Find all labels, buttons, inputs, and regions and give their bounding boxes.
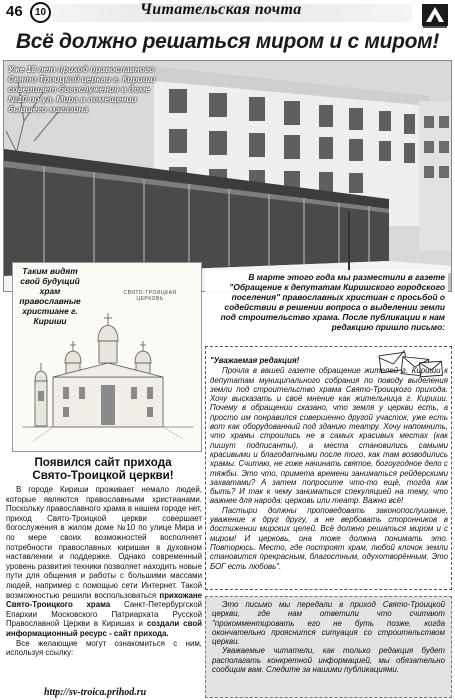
editorial-note [205, 596, 452, 698]
page-number: 46 [6, 3, 23, 20]
intro-text: В марте этого года мы разместили в газете "Обращение к депутатам Киришского городского поселения" православных христиан с просьбой о содействии в решении вопроса о выделении земли под строительство храма. После публикации к нам редакцию пришло письмо: [205, 270, 448, 334]
photo-caption: Уже 18 лет приход православного Свято-Троицкой церкви г. Кириши совершает богослужения в доме №10 по ул. Мира в помещении бывшего магазина [8, 64, 156, 114]
sketch-title-lettering: СВЯТО-ТРОИЦКАЯ ЦЕРКОВЬ [123, 290, 177, 302]
rubric-title: Читательская почта [140, 1, 302, 18]
issue-number-badge: 10 [30, 2, 51, 23]
letter-greeting: "Уважаемая редакция! [210, 356, 300, 365]
article-paragraph: Все желающие могут ознакомиться с ним, используя ссылку: [6, 638, 202, 658]
editorial-note-paragraph: Уважаемые читатели, как только редакция будет располагать конкретной информацией, мы обязательно сообщим вам. Следите за нашими публикациями. [212, 646, 445, 675]
editorial-note-paragraph: Это письмо мы передали в приход Свято-Троицкой церкви, где нам ответили что считают "прокомментировать его не буть позже, когда окончательно прояснится ситуация со строительством церкви. [212, 600, 445, 647]
letter-paragraph: Пастыри должны проповедовать законопослушание, уважение к друг другу, а не вербовать сторонников в достижении мирских целей. Всё должно решаться миром и с миром! И церковь, она тоже должна понимать это. Повторюсь. Место, где построят храм, любой клочок земли становится прекрасным, благостным, одухотворённым. Это БОГ есть любовь". [210, 505, 448, 571]
parish-site-link[interactable]: http://sv-troica.prihod.ru [44, 687, 147, 698]
letter-text [210, 356, 448, 571]
publisher-logo-icon [420, 2, 450, 30]
article-bold-text: создали свой информационный ресурс - сайт прихода. [6, 619, 202, 638]
article-text: Санкт-Петербургской Епархии Московского Патриархата Русской Православной Церкви в Киришах и [6, 600, 202, 629]
article-title [3, 456, 203, 482]
article-bold-text: прихожане Свято-Троицкого храма [6, 590, 202, 610]
headline: Всё должно решаться миром и с миром! [15, 30, 440, 53]
letter-paragraph: Прочла в вашей газете обращение жителей г. Кириши к депутатам муниципального собрания по поводу выделения земли под строительство храма Свято-Троицкого прихода. Хочу высказать и своё мнение как жительница г. Кириши. Почему в обращении сказано, что земля у церкви есть, а просто им понравился совершенно другой участок, уже есть вот как оборудованный под зданию театру. Хочу напомнить, что храмы строились не в самых красивых местах (как пишут подписанты), а места становились самыми красивыми и благодатными после того, как там возводились храмы. Считаю, не гоже начинать святое, богоугодное дело с тяжбы. Это что, примета времени заниматься рейдерскими захватами? А затем попросите что-то ещё, тогда как быть? И так к чему заниматься спекуляцией на тему, что важнее для народа: церковь или театр. Важно всё! [210, 366, 448, 506]
article-paragraph [6, 485, 202, 639]
article-title-line: Появился сайт прихода [34, 456, 172, 469]
article-body [6, 485, 202, 658]
sketch-caption: Таким видят свой будущий храм православные христиане г. Кириши [19, 266, 81, 326]
article-text: В городе Кириши проживает немало людей, которые являются православными христианами. Поскольку православного храма в нашем городе нет, приход Свято-Троицкой церкви совершает богослужения в жилом доме №10 по улице Мира и по мере своих возможностей восполняет потребности православных киришан в духовном наставлении и поддержке. Однако современный уровень развития техники позволяет находить новые пути для общения и работы с большими массами людей, например с помощью сети Интернет. Такой возможностью решили воспользоваться [6, 485, 202, 600]
article-title-line: Свято-Троицкой церкви! [32, 469, 174, 482]
